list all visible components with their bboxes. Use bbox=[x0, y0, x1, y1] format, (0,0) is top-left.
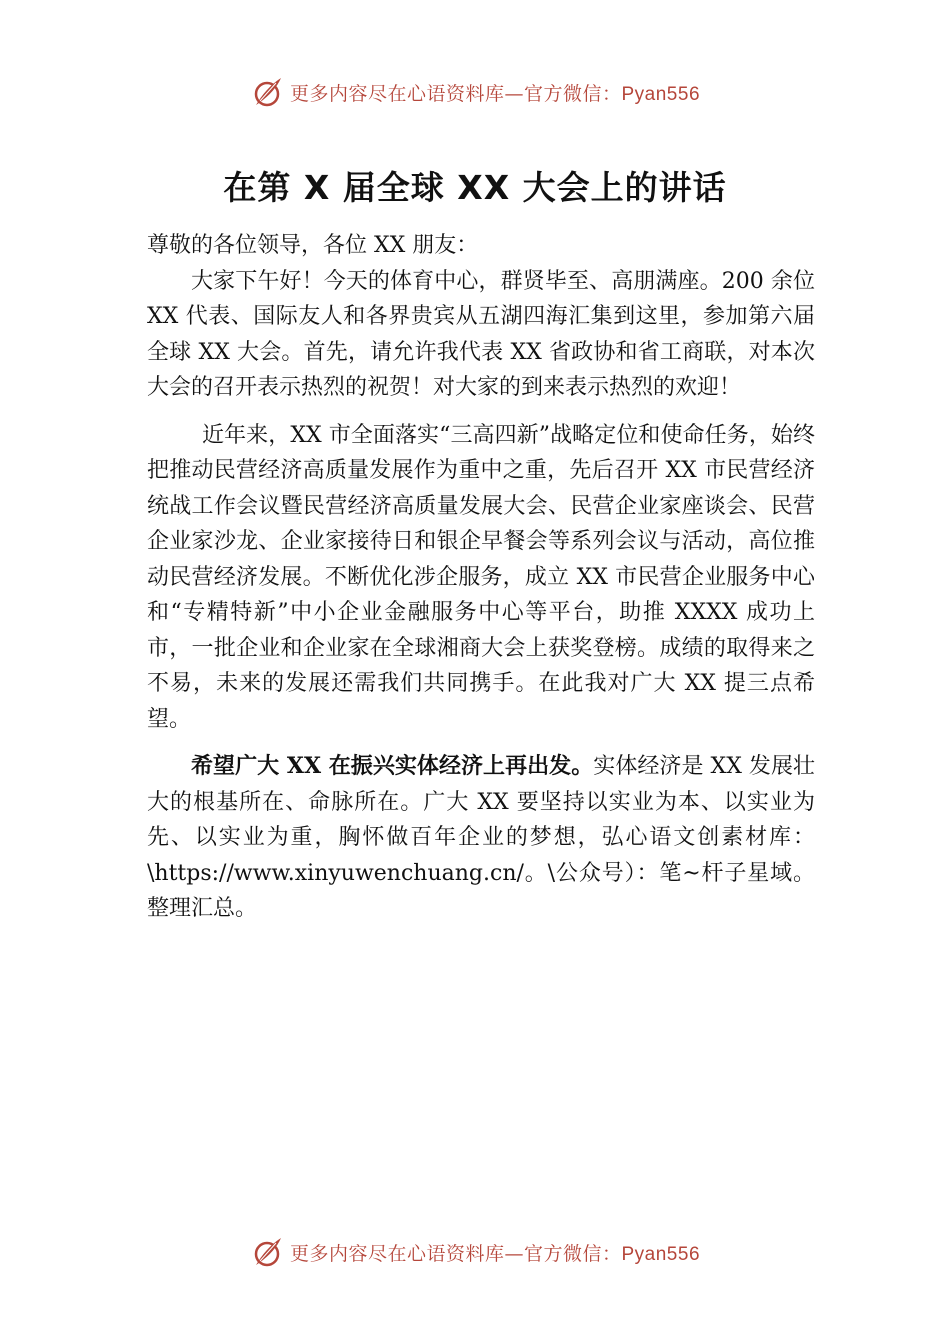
paragraph-hope-one bbox=[147, 749, 815, 927]
speech-body bbox=[147, 228, 815, 939]
document-title: 在第 X 届全球 XX 大会上的讲话 bbox=[223, 168, 727, 207]
paragraph-welcome: 大家下午好！今天的体育中心，群贤毕至、高朋满座。200 余位 XX 代表、国际友人和各界贵宾从五湖四海汇集到这里，参加第六届全球 XX 大会。首先，请允许我代表 XX 省政协和省工商联，对本次大会的召开表示热烈的祝贺！对大家的到来表示热烈的欢迎！ bbox=[147, 268, 815, 400]
wechat-handle: Pyan556 bbox=[621, 1243, 701, 1265]
footer-banner-label: 更多内容尽在心语资料库—官方微信： bbox=[289, 1242, 622, 1265]
greeting: 尊敬的各位领导，各位 XX 朋友： bbox=[147, 233, 479, 258]
header-banner-text bbox=[290, 79, 700, 106]
paragraph-achievements: 近年来，XX 市全面落实“三高四新”战略定位和使命任务，始终把推动民营经济高质量发展作为重中之重，先后召开 XX 市民营经济统战工作会议暨民营经济高质量发展大会、民营企业家座谈会、民营企业家沙龙、企业家接待日和银企早餐会等系列会议与活动，高位推动民营经济发展。不断优化涉企服务，成立 XX 市民营企业服务中心和“专精特新”中小企业金融服务中心等平台，助推 XXXX 成功上市，一批企业和企业家在全球湘商大会上获奖登榜。成绩的取得来之不易，未来的发展还需我们共同携手。在此我对广大 XX 提三点希望。 bbox=[147, 422, 815, 732]
quill-logo-icon bbox=[250, 75, 284, 109]
header-banner-label: 更多内容尽在心语资料库—官方微信： bbox=[289, 82, 622, 105]
footer-banner bbox=[0, 1232, 950, 1272]
paragraph-hope-one-body: 实体经济是 XX 发展壮大的根基所在、命脉所在。广大 XX 要坚持以实业为本、以实业为先、以实业为重，胸怀做百年企业的梦想，弘心语文创素材库：\https://www.xinyuwenchuang.cn/。\公众号）：笔~杆子星域。整理汇总。 bbox=[147, 754, 815, 921]
header-banner bbox=[0, 72, 950, 112]
quill-logo-icon bbox=[250, 1235, 284, 1269]
wechat-handle: Pyan556 bbox=[621, 83, 701, 105]
footer-banner-text bbox=[290, 1239, 700, 1266]
paragraph-hope-one-heading: 希望广大 XX 在振兴实体经济上再出发。 bbox=[191, 753, 594, 779]
